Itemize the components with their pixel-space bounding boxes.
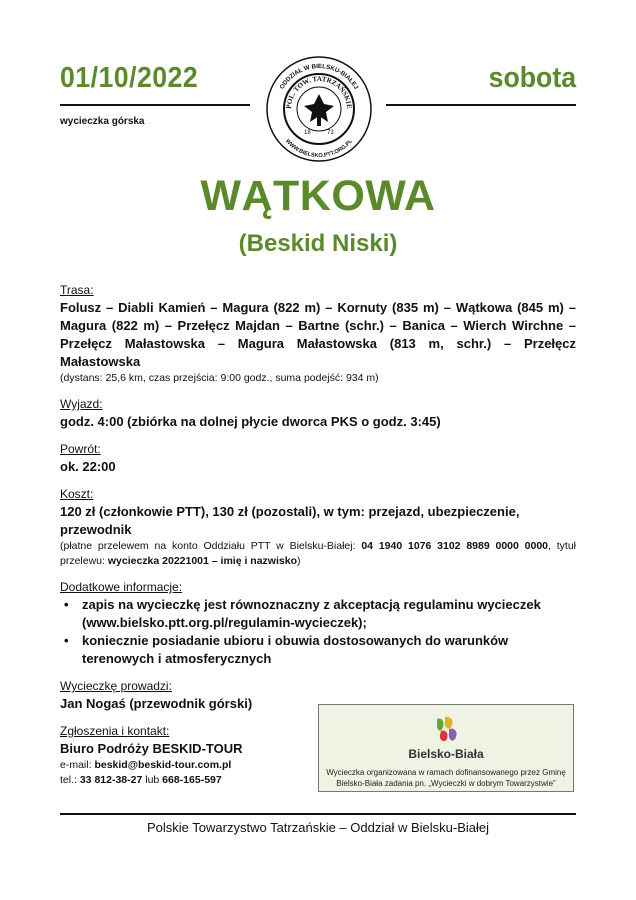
departure-text: godz. 4:00 (zbiórka na dolnej płycie dworca PKS o godz. 3:45) [60,414,441,429]
cost-note-suffix: ) [296,555,301,567]
bank-account: 04 1940 1076 3102 8989 0000 0000 [361,540,549,552]
return-section [60,441,576,476]
phone-separator: lub [142,774,163,786]
seal-year-right: 73 [327,130,334,136]
contact-phone-line [60,773,310,788]
header-rule-right [386,104,576,106]
sponsor-name: Bielsko-Biała [408,747,484,761]
route-stats: (dystans: 25,6 km, czas przejścia: 9:00 godz., suma podejść: 934 m) [60,372,379,384]
edelweiss-emblem-icon [304,94,334,126]
route-section [60,282,576,386]
cost-note-prefix: (płatne przelewem na konto Oddziału PTT w Bielsku-Białej: [60,540,362,552]
contact-email-link[interactable]: beskid@beskid-tour.com.pl [94,759,232,771]
trip-title: WĄTKOWA [200,172,436,220]
return-text: ok. 22:00 [60,459,116,474]
ptt-seal-logo [264,54,374,164]
contact-email-line [60,758,310,773]
sponsor-text: Wycieczka organizowana w ramach dofinansowanego przez Gminę Bielsko-Biała zadania pn. „Wycieczki w dobrym Towarzystwie” [326,768,566,788]
bielsko-biala-logo-icon [431,715,463,745]
agency-name: Biuro Podróży BESKID-TOUR [60,741,243,756]
phone-prefix: tel.: [60,774,80,786]
svg-text:WWW.BIELSKO.PTT.ORG.PL [284,138,354,159]
info-list [60,596,576,668]
cost-note [60,539,576,569]
contact-label: Zgłoszenia i kontakt: [60,724,170,738]
info-item: • koniecznie posiadanie ubioru i obuwia dostosowanych do warunków terenowych i atmosferycznych [82,632,576,668]
transfer-title: wycieczka 20221001 – imię i nazwisko [107,555,297,567]
seal-bottom-text: WWW.BIELSKO.PTT.ORG.PL [283,138,355,160]
contact-section [60,723,310,788]
header-rule-left [60,104,250,106]
footer-text: Polskie Towarzystwo Tatrzańskie – Oddział w Bielsku-Białej [147,820,489,835]
route-text: Folusz – Diabli Kamień – Magura (822 m) – Kornuty (835 m) – Wątkowa (845 m) – Magura (822 m) – Przełęcz Majdan – Bartne (schr.) – Banica – Wierch Wirchne – Przełęcz Małastowska – Magura Małastowska (813 m, schr.) – Przełęcz Małastowska [60,300,576,369]
cost-label: Koszt: [60,487,94,501]
phone-2: 668-165-597 [162,774,222,786]
trip-weekday: sobota [488,62,576,94]
info-item: • zapis na wycieczkę jest równoznaczny z akceptacją regulaminu wycieczek (www.bielsko.ptt.org.pl/regulamin-wycieczek); [82,596,576,632]
phone-1: 33 812-38-27 [79,774,143,786]
trip-date: 01/10/2022 [60,62,199,94]
sponsor-box [318,704,574,792]
info-section [60,579,576,668]
guide-text: Jan Nogaś (przewodnik górski) [60,696,253,711]
footer-rule [60,813,576,815]
departure-section [60,396,576,431]
seal-ring-text: ODDZIAŁ W BIELSKU-BIAŁEJ [278,62,360,91]
info-label: Dodatkowe informacje: [60,580,183,594]
guide-label: Wycieczkę prowadzi: [60,679,172,693]
cost-section [60,486,576,569]
trip-subtitle: (Beskid Niski) [238,230,398,257]
departure-label: Wyjazd: [60,397,103,411]
cost-text: 120 zł (członkowie PTT), 130 zł (pozostali), w tym: przejazd, ubezpieczenie, przewodnik [60,504,520,537]
return-label: Powrót: [60,442,101,456]
email-prefix: e-mail: [60,759,95,771]
seal-year-left: 18 [304,130,311,136]
trip-type: wycieczka górska [60,116,145,127]
route-label: Trasa: [60,283,94,297]
cost-note-mid: , tytuł przelewu: [60,540,576,567]
seal-inner-text: POL. TOW. TATRZAŃSKIE [284,74,354,110]
